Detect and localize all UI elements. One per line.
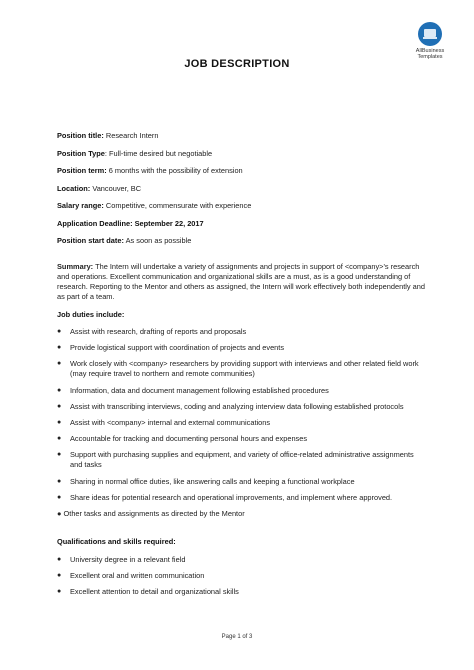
other-tasks-item: ● Other tasks and assignments as directed by the Mentor [57,508,245,518]
bullet-icon: ● [57,571,62,579]
field-label: Position Type [57,148,105,158]
field-label: Position start date: [57,236,124,245]
field-label: Position term: [57,166,107,175]
field-value: : Full-time desired but negotiable [104,148,213,158]
field-value: As soon as possible [123,236,192,245]
duty-item [57,386,427,396]
bullet-icon: ● [57,402,62,410]
duty-item-text: Assist with research, drafting of reports and proposals [70,327,247,336]
field-value: 6 months with the possibility of extension [106,166,243,175]
field-row [57,219,427,229]
field-row [57,149,427,159]
duty-item [57,418,427,428]
duty-item [57,477,427,487]
duty-item-text: Share ideas for potential research and operational improvements, and implement where approved. [70,492,393,502]
field-value: Research Intern [103,131,159,140]
field-label: Application Deadline: September 22, 2017 [57,218,204,228]
duty-item-text: Provide logistical support with coordination of projects and events [70,343,285,353]
duty-item [57,327,427,337]
field-label: Position title: [57,131,104,140]
document-title: JOB DESCRIPTION [184,58,290,70]
bullet-icon: ● [57,435,62,443]
duties-list [57,327,427,503]
duty-item-text: Assist with <company> internal and external communications [70,417,271,427]
qualifications-list [57,555,427,597]
bullet-icon: ● [57,344,62,352]
duty-item-text: Assist with transcribing interviews, coding and analyzing interview data following established protocols [70,401,404,411]
qualification-item [57,571,427,581]
document-body [57,131,427,603]
field-label: Salary range: [57,201,104,210]
qualifications-heading: Qualifications and skills required: [57,536,176,546]
duty-item-text: Information, data and document management following established procedures [70,385,329,395]
bullet-icon: ● [57,493,62,501]
bullet-icon: ● [57,587,62,595]
summary-label: Summary: [57,262,94,271]
field-label: Location: [57,183,91,193]
bullet-icon: ● [57,555,62,563]
duty-item [57,343,427,353]
field-value: Vancouver, BC [90,183,142,193]
duty-item-text: Sharing in normal office duties, like answering calls and keeping a functional workplace [70,476,355,486]
qualification-item-text: Excellent attention to detail and organizational skills [70,586,239,596]
position-fields [57,131,427,246]
duties-heading: Job duties include: [57,310,125,319]
duty-item-text: Accountable for tracking and documenting personal hours and expenses [70,434,308,444]
field-value: Competitive, commensurate with experience [103,201,252,210]
duty-item [57,493,427,503]
duty-item [57,434,427,444]
field-row [57,236,427,246]
logo-text: AllBusiness Templates [415,48,445,60]
bullet-icon: ● [57,418,62,426]
laptop-icon [418,22,442,46]
bullet-icon: ● [57,477,62,485]
qualification-item [57,587,427,597]
duty-item-text: Work closely with <company> researchers by providing support with interviews and other related field work (may require travel to northern and remote communities) [70,359,419,379]
qualification-item-text: University degree in a relevant field [70,554,186,564]
summary-paragraph [57,262,429,302]
allbusiness-logo [408,22,452,60]
bullet-icon: ● [57,328,62,335]
bullet-icon: ● [57,360,62,368]
summary-text: The Intern will undertake a variety of assignments and projects in support of <company>'s research and operations. Excellent communication and organizational skills are a must, as is a good understanding of research. Reporting to the Mentor and others as assigned, the Intern will work effectively both independently and as part of a team. [57,262,425,301]
duty-item [57,450,427,470]
page-number: Page 1 of 3 [221,634,253,640]
field-row [57,166,427,176]
duty-item [57,402,427,412]
field-row [57,131,427,141]
duty-item-text: Support with purchasing supplies and equipment, and variety of office-related administrative assignments and tasks [70,450,414,470]
duty-item [57,359,427,379]
bullet-icon: ● [57,451,62,459]
field-row [57,184,427,194]
qualification-item [57,555,427,565]
bullet-icon: ● [57,386,62,394]
qualification-item-text: Excellent oral and written communication [70,570,205,580]
field-row [57,201,427,211]
